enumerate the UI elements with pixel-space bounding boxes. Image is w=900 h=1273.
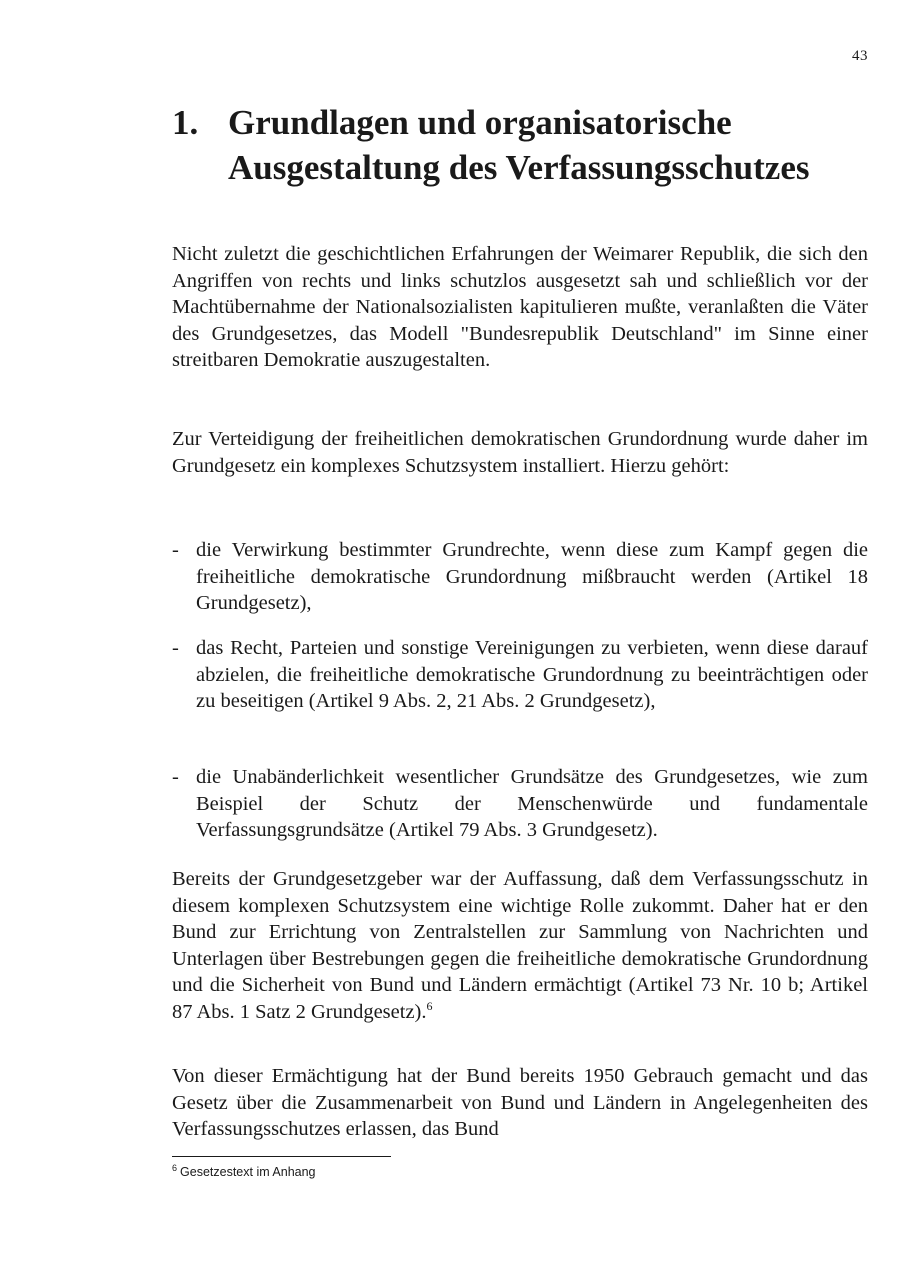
list-item-2-container <box>172 635 868 715</box>
list-item-1-container <box>172 537 868 617</box>
footnote-text: Gesetzestext im Anhang <box>180 1165 316 1179</box>
paragraph-2: Zur Verteidigung der freiheitlichen demokratischen Grundordnung wurde daher im Grundgesetz ein komplexes Schutzsystem installiert. Hierzu gehört: <box>172 428 868 477</box>
list-item <box>172 537 868 617</box>
list-item-text: die Verwirkung bestimmter Grundrechte, wenn diese zum Kampf gegen die freiheitliche demokratische Grundordnung mißbraucht werden (Artikel 18 Grundgesetz), <box>196 539 868 614</box>
list-bullet: - <box>172 539 179 561</box>
section-heading <box>172 100 852 190</box>
list-item <box>172 635 868 715</box>
list-item <box>172 764 868 844</box>
footnote-mark: 6 <box>172 1162 178 1173</box>
paragraph-1: Nicht zuletzt die geschichtlichen Erfahrungen der Weimarer Republik, die sich den Angriffen von rechts und links schutzlos ausgesetzt sah und schließlich vor der Machtübernahme der Nationalsozialisten kapitulieren mußte, veranlaßten die Väter des Grundgesetzes, das Modell "Bundesrepublik Deutschland" im Sinne einer streitbaren Demokratie auszugestalten. <box>172 243 868 371</box>
list-item-text: das Recht, Parteien und sonstige Vereinigungen zu verbieten, wenn diese darauf abzielen, die freiheitliche demokratische Grundordnung zu beeinträchtigen oder zu beseitigen (Artikel 9 Abs. 2, 21 Abs. 2 Grundgesetz), <box>196 637 868 712</box>
section-title: Grundlagen und organisatorische Ausgestaltung des Verfassungsschutzes <box>228 103 810 187</box>
paragraph-3-text: Bereits der Grundgesetzgeber war der Auffassung, daß dem Verfassungsschutz in diesem komplexen Schutzsystem eine wichtige Rolle zukommt. Daher hat er den Bund zur Errichtung von Zentralstellen zur Sammlung von Nachrichten und Unterlagen über Bestrebungen gegen die freiheitliche demokratische Grundordnung und die Sicherheit von Bund und Ländern ermächtigt (Artikel 73 Nr. 10 b; Artikel 87 Abs. 1 Satz 2 Grundgesetz). <box>172 868 868 1023</box>
paragraph-4: Von dieser Ermächtigung hat der Bund bereits 1950 Gebrauch gemacht und das Gesetz über die Zusammenarbeit von Bund und Ländern in Angelegenheiten des Verfassungsschutzes erlassen, das Bund <box>172 1065 868 1140</box>
footnote <box>172 1164 316 1180</box>
list-item-3-container <box>172 764 868 844</box>
paragraph-3 <box>172 866 868 1025</box>
page-number: 43 <box>852 48 868 64</box>
list-item-text: die Unabänderlichkeit wesentlicher Grundsätze des Grundgesetzes, wie zum Beispiel der Schutz der Menschenwürde und fundamentale Verfassungsgrundsätze (Artikel 79 Abs. 3 Grundgesetz). <box>196 766 868 841</box>
list-bullet: - <box>172 766 179 788</box>
section-number: 1. <box>172 103 199 142</box>
footnote-divider <box>172 1156 391 1157</box>
footnote-reference[interactable]: 6 <box>426 998 433 1013</box>
list-bullet: - <box>172 637 179 659</box>
